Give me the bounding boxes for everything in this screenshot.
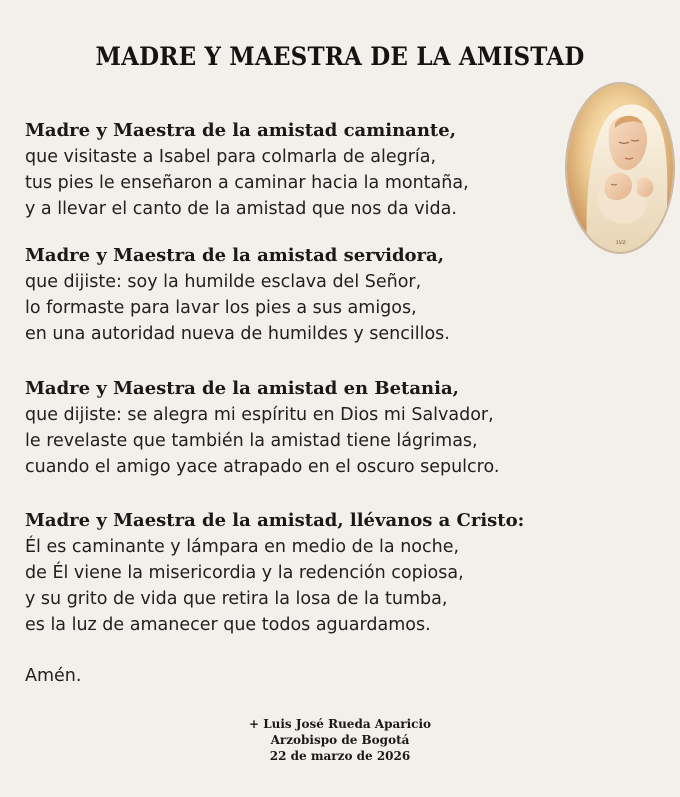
signature-name: + Luis José Rueda Aparicio [248, 717, 432, 731]
stanza-heading: Madre y Maestra de la amistad en Betania, [25, 378, 459, 399]
stanza-line: y su grito de vida que retira la losa de la tumba, [25, 589, 448, 609]
stanza-3 [25, 376, 499, 480]
virgin-and-child-illustration [567, 84, 673, 252]
stanza-line: que dijiste: se alegra mi espíritu en Dios mi Salvador, [25, 405, 494, 425]
stanza-line: y a llevar el canto de la amistad que nos da vida. [25, 199, 457, 219]
stanza-line: Él es caminante y lámpara en medio de la noche, [25, 537, 460, 557]
page-title: MADRE Y MAESTRA DE LA AMISTAD [95, 42, 585, 71]
stanza-heading: Madre y Maestra de la amistad, llévanos a Cristo: [25, 510, 525, 531]
closing-amen: Amén. [25, 666, 82, 686]
stanza-line: tus pies le enseñaron a caminar hacia la montaña, [25, 173, 469, 193]
signature-role: Arzobispo de Bogotá [270, 733, 410, 747]
signature-date: 22 de marzo de 2026 [269, 749, 411, 763]
stanza-heading: Madre y Maestra de la amistad caminante, [25, 120, 456, 141]
stanza-line: de Él viene la misericordia y la redención copiosa, [25, 563, 464, 583]
virgin-mary-portrait [565, 82, 675, 254]
artist-mark: LVZ [616, 240, 626, 246]
stanza-heading: Madre y Maestra de la amistad servidora, [25, 245, 444, 266]
stanza-2 [25, 243, 450, 347]
stanza-1 [25, 118, 469, 222]
stanza-line: que dijiste: soy la humilde esclava del Señor, [25, 272, 422, 292]
stanza-line: lo formaste para lavar los pies a sus amigos, [25, 298, 417, 318]
stanza-line: cuando el amigo yace atrapado en el oscuro sepulcro. [25, 457, 500, 477]
stanza-line: le revelaste que también la amistad tiene lágrimas, [25, 431, 478, 451]
stanza-line: que visitaste a Isabel para colmarla de alegría, [25, 147, 437, 167]
stanza-4 [25, 508, 524, 638]
stanza-line: es la luz de amanecer que todos aguardamos. [25, 615, 431, 635]
signature-block [0, 716, 680, 764]
stanza-line: en una autoridad nueva de humildes y sencillos. [25, 324, 450, 344]
